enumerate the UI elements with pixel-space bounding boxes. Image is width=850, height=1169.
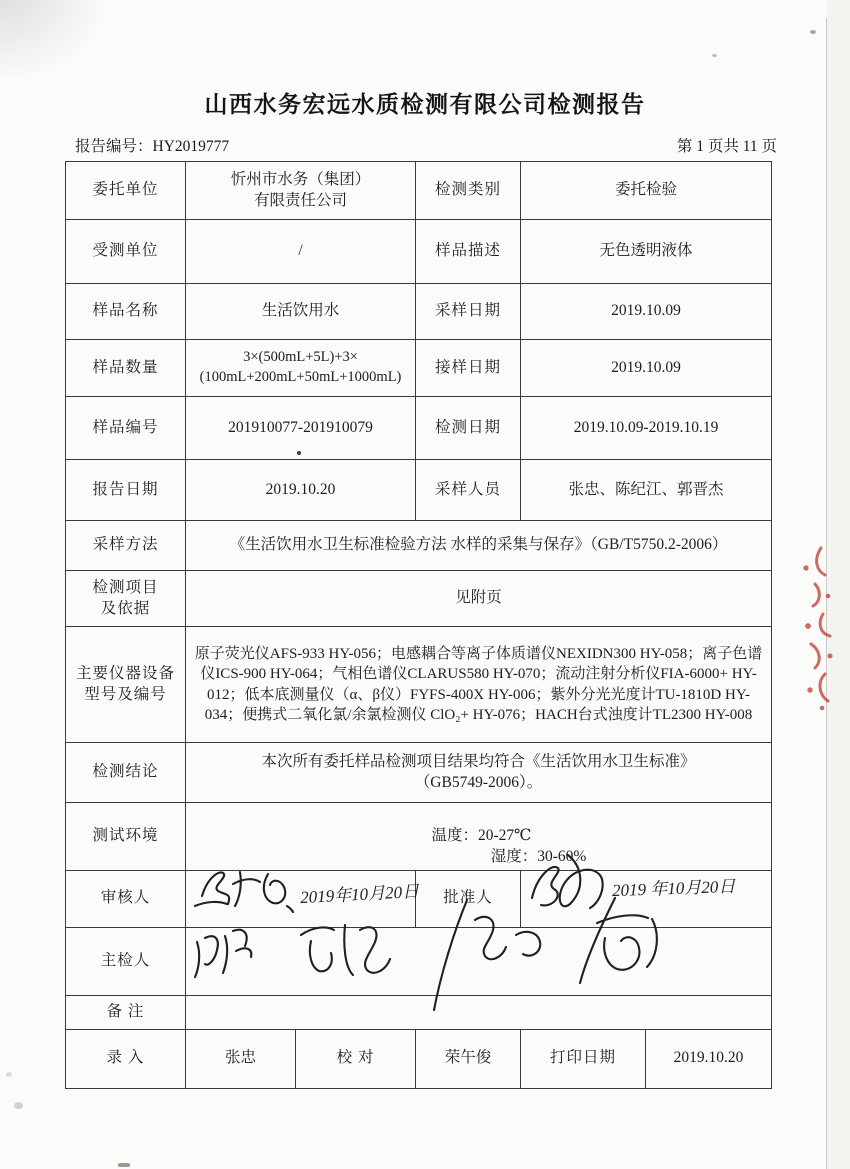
value-report-date: 2019.10.20 bbox=[186, 460, 416, 521]
label-sample-quantity: 样品数量 bbox=[66, 340, 186, 397]
table-row bbox=[66, 162, 772, 220]
value-test-date: 2019.10.09-2019.10.19 bbox=[521, 397, 772, 460]
table-row bbox=[66, 743, 772, 803]
label-tested-unit: 受测单位 bbox=[66, 220, 186, 284]
table-row bbox=[66, 803, 772, 871]
table-row bbox=[66, 340, 772, 397]
label-remarks: 备 注 bbox=[66, 995, 186, 1029]
value-test-type: 委托检验 bbox=[521, 162, 772, 220]
label-sampling-personnel: 采样人员 bbox=[416, 460, 521, 521]
label-receive-date: 接样日期 bbox=[416, 340, 521, 397]
table-row bbox=[66, 627, 772, 743]
scan-speck bbox=[14, 1102, 23, 1109]
value-tested-unit: / bbox=[186, 220, 416, 284]
scan-right-margin bbox=[827, 0, 850, 1169]
value-environment bbox=[186, 803, 772, 871]
value-client: 忻州市水务（集团） 有限责任公司 bbox=[186, 162, 416, 220]
label-test-date: 检测日期 bbox=[416, 397, 521, 460]
approver-signature-cell bbox=[521, 870, 772, 927]
table-row bbox=[66, 220, 772, 284]
value-entry: 张忠 bbox=[186, 1029, 296, 1088]
scan-speck bbox=[6, 1072, 12, 1077]
label-proofread: 校 对 bbox=[296, 1029, 416, 1088]
inspector-signatures-cell bbox=[186, 927, 772, 995]
label-instruments: 主要仪器设备 型号及编号 bbox=[66, 627, 186, 743]
table-row bbox=[66, 521, 772, 571]
approver-handwritten-date: 2019 年10月20日 bbox=[611, 876, 736, 901]
report-number: 报告编号：HY2019777 bbox=[75, 138, 230, 155]
environment-humidity: 湿度：30-60% bbox=[490, 847, 587, 865]
table-row bbox=[66, 571, 772, 627]
table-row bbox=[66, 1029, 772, 1088]
label-sampling-date: 采样日期 bbox=[416, 284, 521, 340]
scan-speck bbox=[118, 1163, 130, 1167]
label-print-date: 打印日期 bbox=[521, 1029, 646, 1088]
scan-corner-smudge bbox=[0, 0, 120, 90]
value-remarks bbox=[186, 995, 772, 1029]
table-row bbox=[66, 460, 772, 521]
value-sample-description: 无色透明液体 bbox=[521, 220, 772, 284]
label-entry: 录 入 bbox=[66, 1029, 186, 1088]
label-sample-id: 样品编号 bbox=[66, 397, 186, 460]
label-reviewer: 审核人 bbox=[66, 870, 186, 927]
label-test-type: 检测类别 bbox=[416, 162, 521, 220]
report-meta-row bbox=[75, 134, 777, 156]
report-table bbox=[65, 161, 772, 1089]
label-approver: 批准人 bbox=[416, 870, 521, 927]
label-sample-description: 样品描述 bbox=[416, 220, 521, 284]
label-environment: 测试环境 bbox=[66, 803, 186, 871]
table-row bbox=[66, 927, 772, 995]
reviewer-handwritten-date: 2019年10月20日 bbox=[299, 881, 420, 908]
value-sample-quantity: 3×(500mL+5L)+3× (100mL+200mL+50mL+1000mL) bbox=[186, 340, 416, 397]
value-sampling-method: 《生活饮用水卫生标准检验方法 水样的采集与保存》（GB/T5750.2-2006） bbox=[186, 521, 772, 571]
label-sampling-method: 采样方法 bbox=[66, 521, 186, 571]
table-row bbox=[66, 870, 772, 927]
value-print-date: 2019.10.20 bbox=[646, 1029, 772, 1088]
value-receive-date: 2019.10.09 bbox=[521, 340, 772, 397]
table-row bbox=[66, 995, 772, 1029]
value-instruments: 原子荧光仪AFS-933 HY-056；电感耦合等离子体质谱仪NEXIDN300 HY-058；离子色谱仪ICS-900 HY-064；气相色谱仪CLARUS580 HY-070；流动注射分析仪FIA-6000+ HY-012；低本底测量仪（α、β仪）FYFS-400X HY-006；紫外分光光度计TU-1810D HY-034；便携式二氧化氯/余氯检测仪 ClO₂+ HY-076；HACH台式浊度计TL2300 HY-008 bbox=[186, 627, 772, 743]
label-test-items-basis: 检测项目 及依据 bbox=[66, 571, 186, 627]
label-report-date: 报告日期 bbox=[66, 460, 186, 521]
value-sample-name: 生活饮用水 bbox=[186, 284, 416, 340]
reviewer-signature-cell bbox=[186, 870, 416, 927]
value-proofread: 荣午俊 bbox=[416, 1029, 521, 1088]
report-title: 山西水务宏远水质检测有限公司检测报告 bbox=[204, 91, 646, 117]
value-sample-id: 201910077-201910079 bbox=[186, 397, 416, 460]
label-chief-inspector: 主检人 bbox=[66, 927, 186, 995]
label-sample-name: 样品名称 bbox=[66, 284, 186, 340]
table-row bbox=[66, 397, 772, 460]
label-client: 委托单位 bbox=[66, 162, 186, 220]
scan-speck bbox=[712, 54, 717, 57]
label-conclusion: 检测结论 bbox=[66, 743, 186, 803]
value-sampling-personnel: 张忠、陈纪江、郭晋杰 bbox=[521, 460, 772, 521]
value-sampling-date: 2019.10.09 bbox=[521, 284, 772, 340]
scan-page-edge-line bbox=[826, 18, 827, 1169]
environment-temperature: 温度：20-27℃ bbox=[431, 826, 532, 844]
page-indicator: 第 1 页共 11 页 bbox=[676, 138, 777, 155]
value-conclusion: 本次所有委托样品检测项目结果均符合《生活饮用水卫生标准》 （GB5749-2006）。 bbox=[186, 743, 772, 803]
value-test-items-basis: 见附页 bbox=[186, 571, 772, 627]
table-row bbox=[66, 284, 772, 340]
scan-speck bbox=[810, 30, 816, 34]
